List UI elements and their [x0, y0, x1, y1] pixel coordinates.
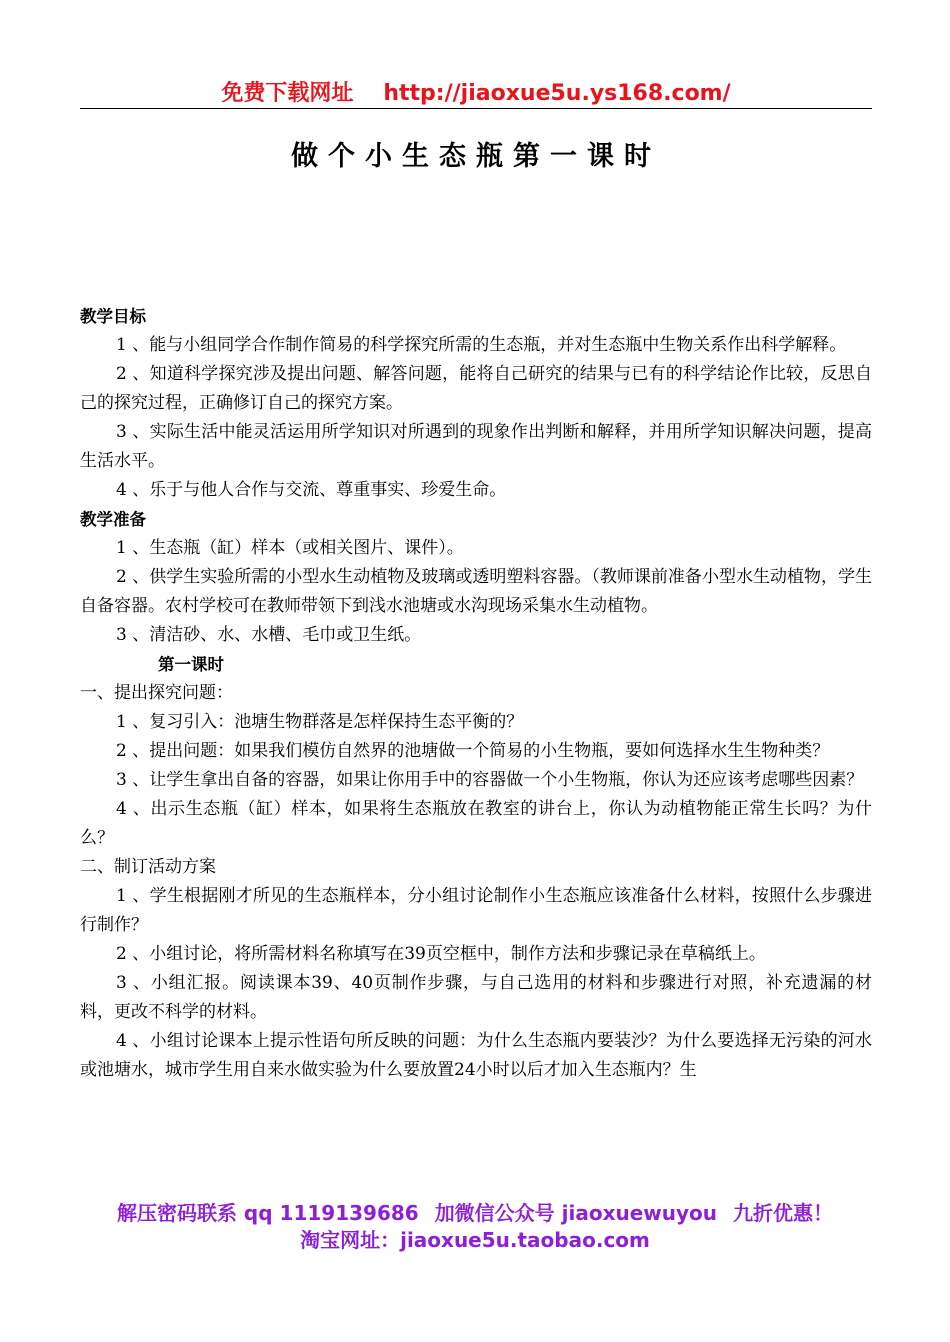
footer-wechat: 加微信公众号 jiaoxuewuyou [434, 1201, 718, 1225]
header-divider [80, 108, 872, 109]
goals-heading: 教学目标 [80, 307, 146, 326]
part2-item: 3 、小组汇报。阅读课本39、40页制作步骤，与自己选用的材料和步骤进行对照，补充遗漏的材料，更改不科学的材料。 [80, 973, 872, 1022]
part2-heading: 二、制订活动方案 [80, 857, 216, 877]
part1-item: 2 、提出问题：如果我们模仿自然界的池塘做一个简易的小生物瓶，要如何选择水生生物种类？ [116, 741, 830, 761]
goal-item: 1 、能与小组同学合作制作简易的科学探究所需的生态瓶，并对生态瓶中生物关系作出科学解释。 [116, 335, 847, 355]
header-label: 免费下载网址 [221, 81, 354, 106]
prep-heading: 教学准备 [80, 510, 146, 529]
part1-heading: 一、提出探究问题： [80, 683, 233, 703]
page-title: 做个小生态瓶第一课时 [291, 141, 661, 172]
prep-item: 1 、生态瓶（缸）样本（或相关图片、课件）。 [116, 538, 464, 558]
footer-contact-line [0, 1197, 950, 1226]
goal-item: 3 、实际生活中能灵活运用所学知识对所遇到的现象作出判断和解释，并用所学知识解决问题，提高生活水平。 [80, 422, 872, 471]
footer-discount: 九折优惠！ [733, 1201, 834, 1225]
part1-item: 4 、出示生态瓶（缸）样本，如果将生态瓶放在教室的讲台上，你认为动植物能正常生长吗？为什么？ [80, 799, 872, 848]
part2-item: 2 、小组讨论，将所需材料名称填写在39页空框中，制作方法和步骤记录在草稿纸上。 [116, 944, 766, 964]
footer-taobao-link[interactable]: 淘宝网址：jiaoxue5u.taobao.com [300, 1228, 650, 1252]
part1-item: 1 、复习引入：池塘生物群落是怎样保持生态平衡的？ [116, 712, 524, 732]
header-download-line [80, 76, 872, 107]
prep-item: 3 、清洁砂、水、水槽、毛巾或卫生纸。 [116, 625, 422, 645]
lesson-heading: 第一课时 [158, 655, 224, 674]
header-url-link[interactable]: http://jiaoxue5u.ys168.com/ [383, 81, 731, 106]
part2-item: 4 、小组讨论课本上提示性语句所反映的问题：为什么生态瓶内要装沙？为什么要选择无污染的河水或池塘水，城市学生用自来水做实验为什么要放置24小时以后才加入生态瓶内？生 [80, 1031, 872, 1080]
part2-item: 1 、学生根据刚才所见的生态瓶样本，分小组讨论制作小生态瓶应该准备什么材料，按照什么步骤进行制作？ [80, 886, 872, 935]
prep-item: 2 、供学生实验所需的小型水生动植物及玻璃或透明塑料容器。（教师课前准备小型水生动植物，学生自备容器。农村学校可在教师带领下到浅水池塘或水沟现场采集水生动植物。 [80, 567, 872, 616]
document-body [80, 302, 872, 1085]
footer-qq-contact: 解压密码联系 qq 1119139686 [116, 1201, 419, 1225]
goal-item: 2 、知道科学探究涉及提出问题、解答问题，能将自己研究的结果与已有的科学结论作比较，反思自己的探究过程，正确修订自己的探究方案。 [80, 364, 872, 413]
goal-item: 4 、乐于与他人合作与交流、尊重事实、珍爱生命。 [116, 480, 507, 500]
part1-item: 3 、让学生拿出自备的容器，如果让你用手中的容器做一个小生物瓶，你认为还应该考虑哪些因素？ [116, 770, 864, 790]
